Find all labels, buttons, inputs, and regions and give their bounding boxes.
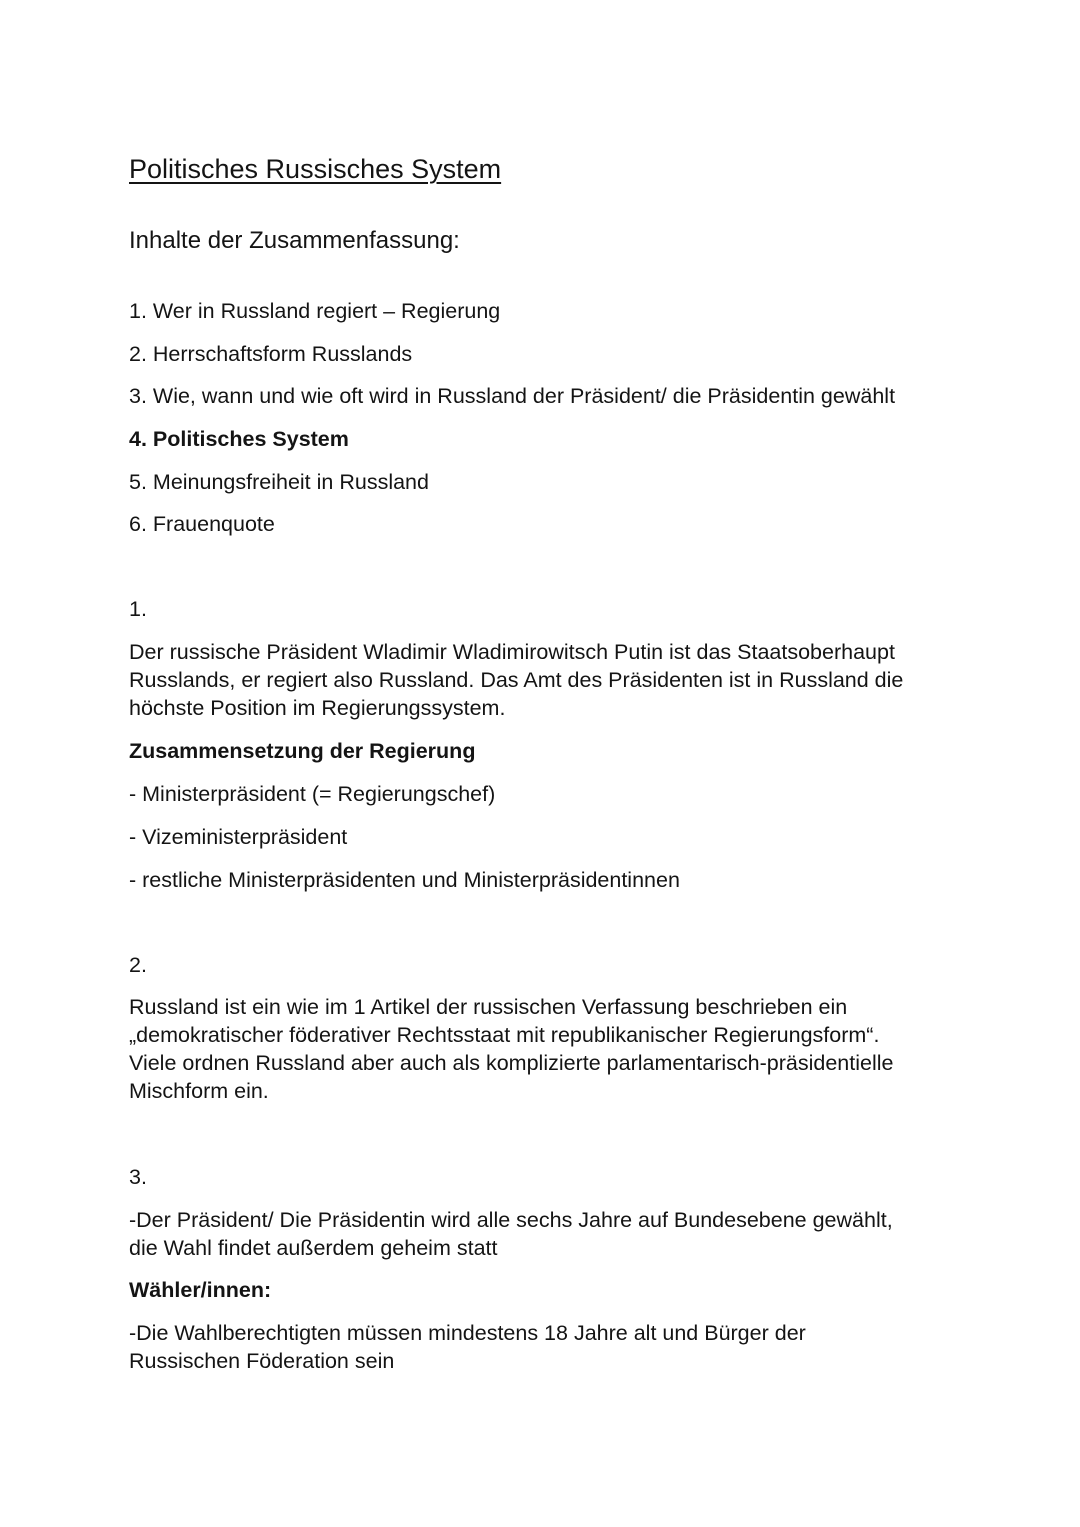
toc-item-5: 5. Meinungsfreiheit in Russland [129,470,429,494]
toc-item-6: 6. Frauenquote [129,512,275,536]
section-3-line-2: die Wahl findet außerdem geheim statt [129,1236,498,1260]
government-item-1: - Ministerpräsident (= Regierungschef) [129,782,496,806]
section-2-number: 2. [129,953,147,977]
section-2-line-4: Mischform ein. [129,1079,269,1103]
section-1-line-1: Der russische Präsident Wladimir Wladimirowitsch Putin ist das Staatsoberhaupt [129,640,895,664]
section-1-line-2: Russlands, er regiert also Russland. Das Amt des Präsidenten ist in Russland die [129,668,904,692]
section-2-line-3: Viele ordnen Russland aber auch als komplizierte parlamentarisch-präsidentielle [129,1051,894,1075]
section-3-line-1: -Der Präsident/ Die Präsidentin wird alle sechs Jahre auf Bundesebene gewählt, [129,1208,893,1232]
toc-item-2: 2. Herrschaftsform Russlands [129,342,413,366]
section-3-line-3: -Die Wahlberechtigten müssen mindestens 18 Jahre alt und Bürger der [129,1321,806,1345]
section-1-line-3: höchste Position im Regierungssystem. [129,696,506,720]
government-item-2: - Vizeministerpräsident [129,825,348,849]
toc-item-1: 1. Wer in Russland regiert – Regierung [129,299,501,323]
toc-heading: Inhalte der Zusammenfassung: [129,227,460,254]
section-2-line-1: Russland ist ein wie im 1 Artikel der russischen Verfassung beschrieben ein [129,995,848,1019]
section-1-number: 1. [129,597,147,621]
section-3-heading: Wähler/innen: [129,1278,272,1302]
section-1-heading: Zusammensetzung der Regierung [129,739,476,763]
section-3-line-4: Russischen Föderation sein [129,1349,395,1373]
section-2-line-2: „demokratischer föderativer Rechtsstaat mit republikanischer Regierungsform“. [129,1023,880,1047]
government-item-3: - restliche Ministerpräsidenten und Ministerpräsidentinnen [129,868,680,892]
section-3-number: 3. [129,1165,147,1189]
toc-item-4: 4. Politisches System [129,427,349,451]
document-title: Politisches Russisches System [129,154,502,184]
toc-item-3: 3. Wie, wann und wie oft wird in Russland der Präsident/ die Präsidentin gewählt [129,384,896,408]
